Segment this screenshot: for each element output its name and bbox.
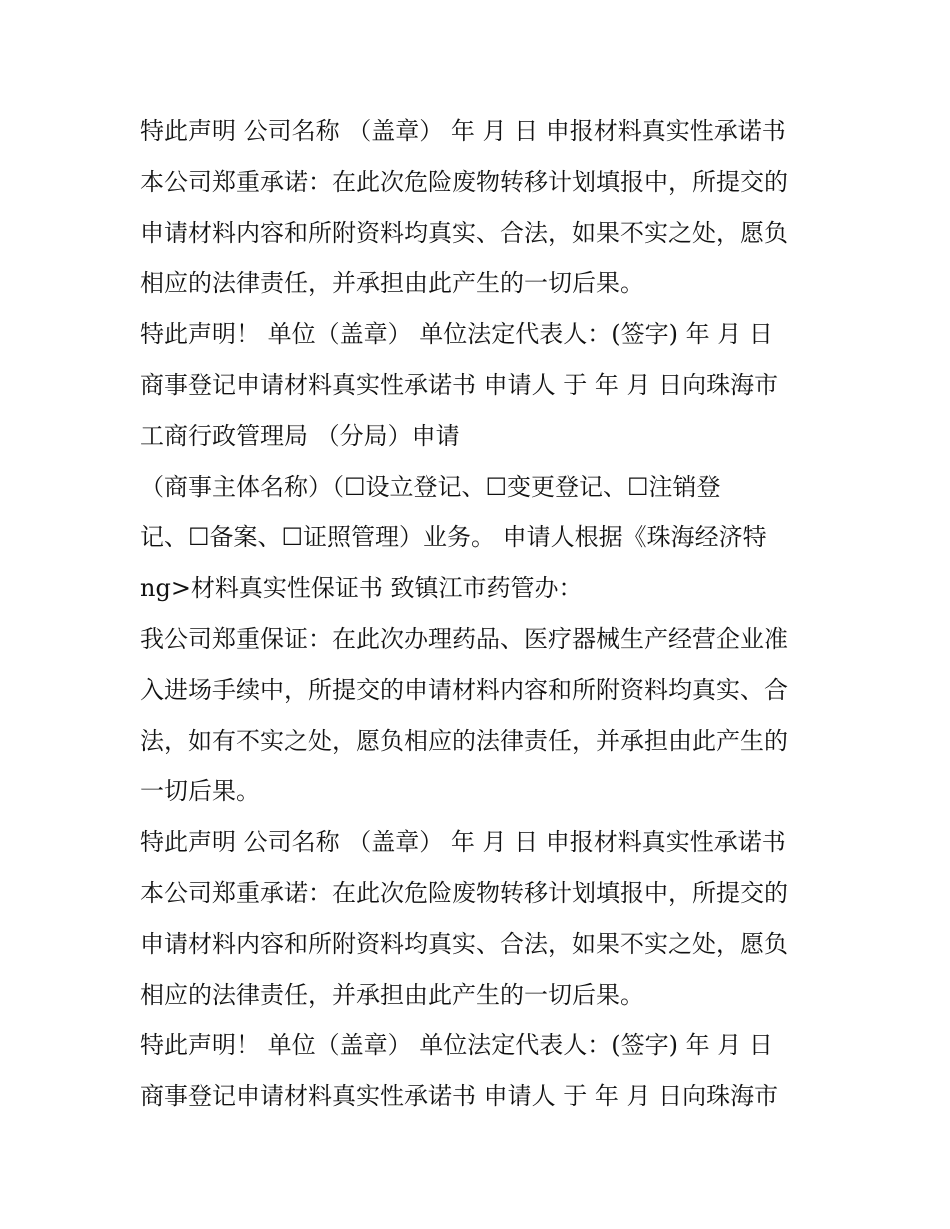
text-line: 相应的法律责任，并承担由此产生的一切后果。 bbox=[140, 269, 644, 298]
document-body bbox=[140, 106, 820, 1122]
text-line: 商事登记申请材料真实性承诺书 申请人 于 年 月 日向珠海市 bbox=[140, 1082, 779, 1111]
text-line: 入进场手续中，所提交的申请材料内容和所附资料均真实、合 bbox=[140, 675, 788, 704]
text-line: 工商行政管理局 （分局）申请 bbox=[140, 421, 460, 450]
text-line: ng>材料真实性保证书 致镇江市药管办： bbox=[140, 574, 583, 603]
text-line: 我公司郑重保证：在此次办理药品、医疗器械生产经营企业准 bbox=[140, 624, 788, 653]
text-line: 法，如有不实之处，愿负相应的法律责任，并承担由此产生的 bbox=[140, 726, 788, 755]
text-line: （商事主体名称）（☐设立登记、☐变更登记、☐注销登 bbox=[140, 472, 721, 501]
text-line: 记、☐备案、☐证照管理）业务。 申请人根据《珠海经济特 bbox=[140, 523, 767, 552]
text-line: 商事登记申请材料真实性承诺书 申请人 于 年 月 日向珠海市 bbox=[140, 370, 779, 399]
text-line: 申请材料内容和所附资料均真实、合法，如果不实之处，愿负 bbox=[140, 929, 788, 958]
text-line: 特此声明 公司名称 （盖章） 年 月 日 申报材料真实性承诺书 bbox=[140, 117, 786, 145]
text-line: 相应的法律责任，并承担由此产生的一切后果。 bbox=[140, 980, 644, 1009]
text-line: 特此声明 公司名称 （盖章） 年 月 日 申报材料真实性承诺书 bbox=[140, 828, 786, 857]
text-line: 特此声明！ 单位（盖章） 单位法定代表人：(签字) 年 月 日 bbox=[140, 1031, 773, 1060]
text-line: 本公司郑重承诺：在此次危险废物转移计划填报中，所提交的 bbox=[140, 167, 788, 196]
text-line: 申请材料内容和所附资料均真实、合法，如果不实之处，愿负 bbox=[140, 218, 788, 247]
text-line: 一切后果。 bbox=[140, 777, 260, 806]
text-line: 特此声明！ 单位（盖章） 单位法定代表人：(签字) 年 月 日 bbox=[140, 320, 773, 349]
text-line: 本公司郑重承诺：在此次危险废物转移计划填报中，所提交的 bbox=[140, 878, 788, 907]
